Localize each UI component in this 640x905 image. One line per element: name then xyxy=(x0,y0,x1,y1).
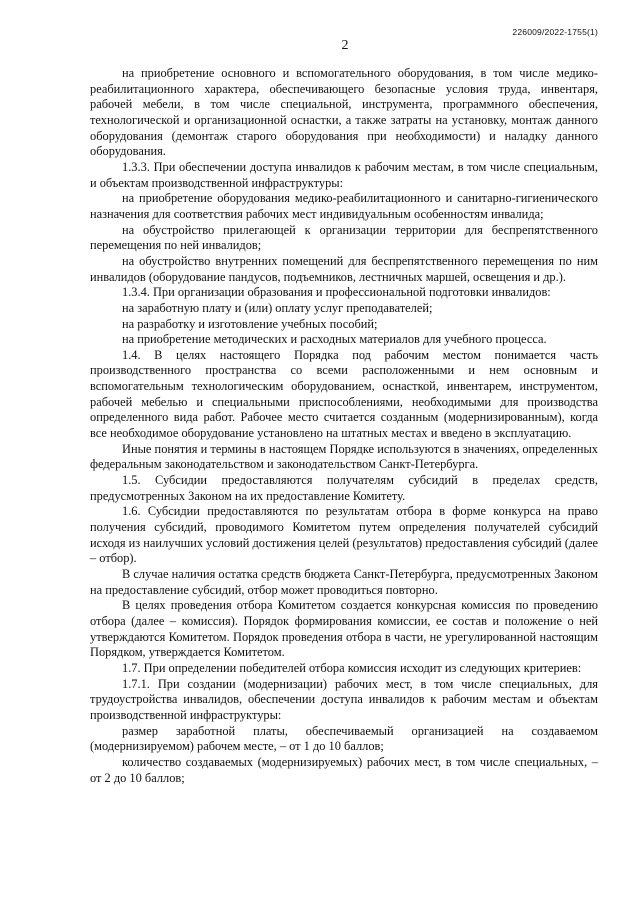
paragraph: 1.7. При определении победителей отбора комиссия исходит из следующих критериев: xyxy=(122,660,582,675)
paragraph: на приобретение основного и вспомогательного оборудования, в том числе медико-реабилитационного характера, обеспечивающего безопасные условия труда, инвентаря, рабочей мебели, в том числе специальной, инструмента, программного обеспечения, технологической и организационной оснастки, а также затраты на установку, монтаж данного оборудования (демонтаж старого оборудования при необходимости) и наладку данного оборудования. xyxy=(90,66,598,159)
paragraph: В целях проведения отбора Комитетом создается конкурсная комиссия по проведению отбора (далее – комиссия). Порядок формирования комиссии, ее состав и положение о ней утверждаются Комитетом. Порядок проведения отбора в части, не урегулированной настоящим Порядком, утверждается Комитетом. xyxy=(90,598,598,660)
paragraph: 1.4. В целях настоящего Порядка под рабочим местом понимается часть производственного пространства со всеми расположенными и нем основным и вспомогательным технологическим оборудованием, оснасткой, инвентарем, инструментом, рабочей мебелью и специальными приспособлениями, необходимыми для производства определенного вида работ. Рабочее место считается созданным (модернизированным), когда все необходимое оборудование установлено на штатных местах и введено в эксплуатацию. xyxy=(90,347,598,441)
paragraph: 1.5. Субсидии предоставляются получателям субсидий в пределах средств, предусмотренных Законом на их предоставление Комитету. xyxy=(90,473,598,503)
paragraph: на приобретение оборудования медико-реабилитационного и санитарно-гигиенического назначения для соответствия рабочих мест индивидуальным особенностям инвалида; xyxy=(90,191,598,221)
paragraph: 1.7.1. При создании (модернизации) рабочих мест, в том числе специальных, для трудоустройства инвалидов, обеспечении доступа инвалидов к рабочим местам и объектам производственной инфраструктуры: xyxy=(90,676,598,722)
paragraph: 1.3.3. При обеспечении доступа инвалидов к рабочим местам, в том числе специальным, и объектам производственной инфраструктуры: xyxy=(90,159,598,190)
paragraph: на обустройство прилегающей к организации территории для беспрепятственного перемещения по ней инвалидов; xyxy=(90,222,598,253)
paragraph: на приобретение методических и расходных материалов для учебного процесса. xyxy=(122,332,547,347)
paragraph: Иные понятия и термины в настоящем Порядке используются в значениях, определенных федеральным законодательством и законодательством Санкт-Петербурга. xyxy=(90,441,598,472)
page-number: 2 xyxy=(341,38,349,53)
paragraph: 1.6. Субсидии предоставляются по результатам отбора в форме конкурса на право получения субсидий, проводимого Комитетом путем определения получателей субсидий исходя из наилучших условий достижения целей (результатов) предоставления субсидий (далее – отбор). xyxy=(90,504,598,566)
paragraph: на обустройство внутренних помещений для беспрепятственного перемещения по ним инвалидов (оборудование пандусов, подъемников, лестничных маршей, освещения и др.). xyxy=(90,253,598,284)
paragraph: на разработку и изготовление учебных пособий; xyxy=(122,316,378,331)
document-id: 226009/2022-1755(1) xyxy=(512,27,598,37)
paragraph: количество создаваемых (модернизируемых) рабочих мест, в том числе специальных, – от 2 до 10 баллов; xyxy=(90,754,598,785)
document-body xyxy=(90,66,598,786)
paragraph: на заработную плату и (или) оплату услуг преподавателей; xyxy=(122,300,433,315)
paragraph: 1.3.4. При организации образования и профессиональной подготовки инвалидов: xyxy=(122,285,551,300)
paragraph: размер заработной платы, обеспечиваемый организацией на создаваемом (модернизируемом) рабочем месте, – от 1 до 10 баллов; xyxy=(90,723,598,754)
paragraph: В случае наличия остатка средств бюджета Санкт-Петербурга, предусмотренных Законом на предоставление субсидий, отбор может проводиться повторно. xyxy=(90,567,598,597)
